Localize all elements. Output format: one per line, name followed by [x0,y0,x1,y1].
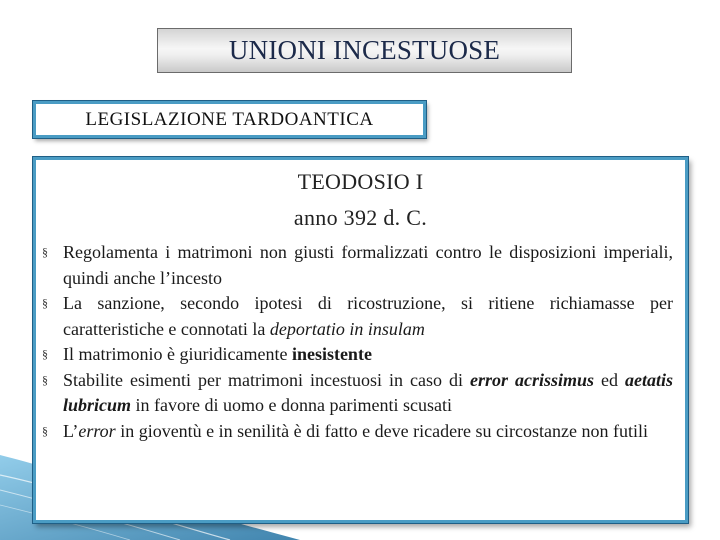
slide-subtitle [33,101,426,138]
heading-name: TEODOSIO I [297,169,424,194]
list-item: § Regolamenta i matrimoni non giusti formalizzati contro le disposizioni imperiali, quindi anche l’incesto [42,242,673,288]
list-item: § La sanzione, secondo ipotesi di ricostruzione, si ritiene richiamasse per caratteristiche e connotati la deportatio in insulam [42,293,673,339]
bullet-list [36,240,685,444]
content-panel [33,157,688,523]
bullet-icon: § [42,423,48,438]
bullet-icon: § [42,372,48,387]
content-heading [36,164,685,236]
list-item: § Il matrimonio è giuridicamente inesistente [63,342,673,368]
bullet-icon: § [42,245,48,259]
bullet-icon: § [42,296,48,310]
slide-title-text: UNIONI INCESTUOSE [228,35,501,65]
slide-title [157,28,572,73]
heading-year: anno 392 d. C. [293,205,428,230]
list-item: § L’error in gioventù e in senilità è di fatto e deve ricadere su circostanze non futili [63,419,673,445]
list-item: § Stabilite esimenti per matrimoni incestuosi in caso di error acrissimus ed aetatis lubricum in favore di uomo e donna parimenti scusati [42,369,673,415]
slide-subtitle-text: LEGISLAZIONE TARDOANTICA [85,108,374,130]
bullet-icon: § [42,347,48,361]
